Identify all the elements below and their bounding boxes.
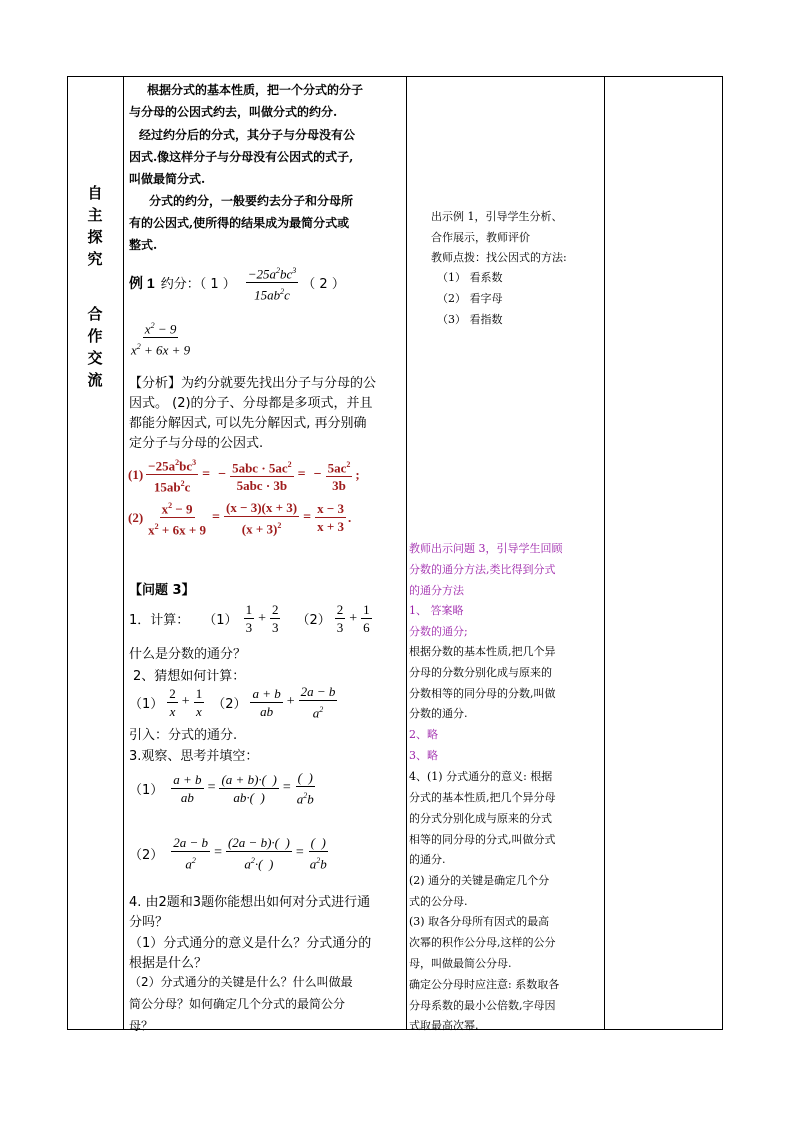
label-char: 作 bbox=[87, 327, 103, 345]
question-part: （2） bbox=[212, 696, 247, 712]
fraction: $\frac{2}{3}$ bbox=[336, 602, 344, 635]
fraction: $\frac{-25a^2bc^3}{15ab^2c}$ bbox=[146, 455, 198, 495]
fraction: $\frac{1}{x}$ bbox=[195, 685, 203, 719]
fraction: $\frac{2}{x}$ bbox=[169, 685, 176, 719]
question-part: （1） bbox=[129, 782, 164, 798]
fraction: $\frac{x^2 - 9}{x^2 + 6x + 9}$ bbox=[129, 318, 192, 358]
teacher-text: 4、(1) 分式通分的意义: 根据 bbox=[409, 770, 553, 783]
question-3-2: （2） $\frac{2a - b}{a^2}$ = $\frac{(2a - b)\cdot( )}{a^2\cdot( )}$ = $\frac{( )}{a^2b}$ bbox=[129, 835, 327, 872]
answer-text: 1、 答案略 bbox=[409, 604, 464, 617]
teacher-text: 分式的基本性质,把几个异分母 bbox=[409, 791, 556, 804]
label-char: 探 bbox=[87, 228, 103, 246]
teacher-text: (3) 取各分母所有因式的最高 bbox=[409, 915, 550, 928]
question-part: （2） bbox=[129, 847, 164, 863]
question-text: 分吗？ bbox=[129, 915, 169, 930]
analysis-text: 都能分解因式, 可以先分解因式, 再分别确 bbox=[129, 416, 367, 431]
question-2: （1） $\frac{2}{x}$ + $\frac{1}{x}$ （2） $\frac{a + b}{ab}$ + $\frac{2a - b}{a^2}$ bbox=[129, 684, 336, 721]
teacher-text: 的通分. bbox=[409, 853, 446, 866]
teacher-text: 的分式分别化成与原来的分式 bbox=[409, 812, 552, 825]
definition-text: 与分母的公因式约去，叫做分式的约分. bbox=[129, 105, 338, 119]
analysis-text: 【分析】为约分就要先找出分子与分母的公 bbox=[129, 376, 377, 391]
label-char: 究 bbox=[87, 250, 103, 268]
teacher-text: (2) 通分的关键是确定几个分 bbox=[409, 874, 550, 887]
question-text: 简公分母？如何确定几个分式的最简公分 bbox=[129, 997, 346, 1011]
question-text: 2、猜想如何计算： bbox=[133, 669, 246, 684]
question-text: 什么是分数的通分？ bbox=[129, 647, 247, 662]
definition-text: 分式的约分，一般要约去分子和分母所 bbox=[149, 194, 354, 208]
fraction: $\frac{(x - 3)(x + 3)}{(x + 3)^2}$ bbox=[225, 499, 298, 536]
solution-label: (2) bbox=[128, 509, 144, 525]
example-1-part2 bbox=[129, 318, 192, 358]
example-label: 例 1 bbox=[129, 274, 155, 291]
teacher-text: （2） 看字母 bbox=[437, 292, 503, 305]
lesson-table bbox=[67, 76, 723, 1033]
teacher-text: 合作展示，教师评价 bbox=[431, 231, 530, 244]
problem-3-title: 【问题 3】 bbox=[129, 583, 195, 598]
fraction: $\frac{1}{3}$ bbox=[245, 602, 253, 635]
fraction: $\frac{(a + b)\cdot( )}{ab\cdot( )}$ bbox=[221, 771, 277, 805]
section-label bbox=[68, 77, 122, 1029]
teacher-text: 母，叫做最简公分母. bbox=[409, 957, 512, 970]
definition-text: 有的公因式,使所得的结果成为最简分式或 bbox=[129, 216, 350, 230]
definition-text: 叫做最简分式. bbox=[129, 172, 206, 186]
example-text: （ 2 ） bbox=[302, 277, 345, 293]
analysis-text: 定分子与分母的公因式. bbox=[129, 436, 264, 451]
definition-text: 因式.像这样分子与分母没有公因式的式子, bbox=[129, 150, 354, 164]
fraction: $\frac{a + b}{ab}$ bbox=[252, 685, 281, 719]
answer-text: 2、略 bbox=[409, 728, 438, 741]
label-char: 主 bbox=[87, 206, 103, 224]
label-char: 合 bbox=[87, 305, 103, 323]
answer-text: 3、略 bbox=[409, 749, 438, 762]
label-char: 流 bbox=[87, 371, 103, 389]
fraction: $\frac{1}{6}$ bbox=[363, 602, 370, 635]
column-divider bbox=[604, 77, 605, 1029]
teacher-text: 确定公分母时应注意: 系数取各 bbox=[409, 978, 560, 991]
definition-text: 根据分式的基本性质，把一个分式的分子 bbox=[147, 83, 364, 97]
teacher-text: 相等的同分母的分式,叫做分式 bbox=[409, 833, 556, 846]
label-char: 交 bbox=[87, 349, 103, 367]
solution-1: (1) $\frac{-25a^2bc^3}{15ab^2c}$ = − $\frac{5abc \cdot 5ac^2}{\text{5abc · 3b}}$ = − $\frac{5ac^2}{3b}$ ; bbox=[128, 455, 360, 495]
teacher-text: 根据分数的基本性质,把几个异 bbox=[409, 645, 556, 658]
label-char: 自 bbox=[87, 184, 103, 202]
teacher-text: 式的公分母. bbox=[409, 895, 468, 908]
answer-text: 分数的通分; bbox=[409, 625, 468, 638]
fraction: $\frac{( )}{a^2b}$ bbox=[309, 835, 327, 872]
question-3-1: （1） $\frac{a + b}{ab}$ = $\frac{(a + b)\cdot( )}{ab\cdot( )}$ = $\frac{( )}{a^2b}$ bbox=[129, 770, 314, 807]
intro-text: 引入：分式的通分. bbox=[129, 728, 238, 743]
question-text: 母？ bbox=[129, 1019, 154, 1033]
fraction: $\frac{( )}{a^2b}$ bbox=[296, 770, 314, 807]
question-part: （1） bbox=[129, 696, 164, 712]
question-part: （1） bbox=[203, 613, 238, 628]
teacher-text: 分数的通分方法,类比得到分式 bbox=[409, 563, 556, 576]
question-text: （1）分式通分的意义是什么？分式通分的 bbox=[129, 936, 372, 951]
question-1: 1．计算： （1） $\frac{1}{3}$ + $\frac{2}{3}$ （2） $\frac{2}{3}$ + $\frac{1}{6}$ bbox=[129, 602, 370, 635]
fraction: $\frac{-25a^2bc^3}{15ab^2c}$ bbox=[246, 263, 299, 303]
question-part: （2） bbox=[296, 613, 331, 628]
teacher-text: 教师出示问题 3，引导学生回顾 bbox=[409, 542, 563, 555]
fraction: $\frac{5abc \cdot 5ac^2}{\text{5abc · 3b}}$ bbox=[230, 457, 294, 493]
fraction: $\frac{2a - b}{a^2}$ bbox=[300, 684, 336, 721]
teacher-text: 出示例 1，引导学生分析、 bbox=[431, 210, 563, 223]
definition-text: 整式. bbox=[129, 238, 158, 252]
fraction: $\frac{x - 3}{x + 3}$ bbox=[317, 501, 345, 535]
fraction: $\frac{2a - b}{a^2}$ bbox=[173, 835, 209, 872]
question-text: 4. 由2题和3题你能想出如何对分式进行通 bbox=[129, 895, 371, 910]
question-text: （2）分式通分的关键是什么？什么叫做最 bbox=[129, 975, 353, 989]
example-1 bbox=[129, 263, 345, 303]
teacher-text: 的通分方法 bbox=[409, 584, 464, 597]
teacher-notes bbox=[407, 77, 603, 1032]
question-text: 根据是什么？ bbox=[129, 956, 208, 971]
main-content bbox=[123, 77, 405, 1033]
solution-label: (1) bbox=[128, 466, 144, 482]
question-text: 3.观察、思考并填空： bbox=[129, 749, 259, 764]
solution-2: (2) $\frac{x^2 - 9}{x^2 + 6x + 9}$ = $\frac{(x - 3)(x + 3)}{(x + 3)^2}$ = $\frac{x - 3}{x + 3}$ . bbox=[128, 499, 352, 538]
fraction: $\frac{x^2 - 9}{x^2 + 6x + 9}$ bbox=[146, 498, 208, 538]
example-text: 约分：（ 1 ） bbox=[160, 277, 236, 293]
teacher-text: 分数相等的同分母的分数,叫做 bbox=[409, 687, 556, 700]
teacher-text: 次幂的积作公分母,这样的公分 bbox=[409, 936, 556, 949]
teacher-text: 分母系数的最小公倍数,字母因 bbox=[409, 999, 556, 1012]
teacher-text: （1） 看系数 bbox=[437, 271, 503, 284]
definition-text: 经过约分后的分式，其分子与分母没有公 bbox=[139, 128, 356, 142]
fraction: $\frac{a + b}{ab}$ bbox=[173, 771, 202, 805]
teacher-text: 式取最高次幂. bbox=[409, 1019, 479, 1032]
teacher-text: 教师点拨：找公因式的方法: bbox=[431, 251, 567, 264]
fraction: $\frac{(2a - b)\cdot( )}{a^2\cdot( )}$ bbox=[227, 835, 290, 872]
teacher-text: （3） 看指数 bbox=[437, 313, 503, 326]
fraction: $\frac{2}{3}$ bbox=[271, 602, 279, 635]
teacher-text: 分数的通分. bbox=[409, 707, 468, 720]
fraction: $\frac{5ac^2}{3b}$ bbox=[326, 457, 353, 493]
question-label: 1．计算： bbox=[129, 613, 190, 628]
teacher-text: 分母的分数分别化成与原来的 bbox=[409, 666, 552, 679]
analysis-text: 因式。 (2)的分子、分母都是多项式，并且 bbox=[129, 396, 373, 411]
